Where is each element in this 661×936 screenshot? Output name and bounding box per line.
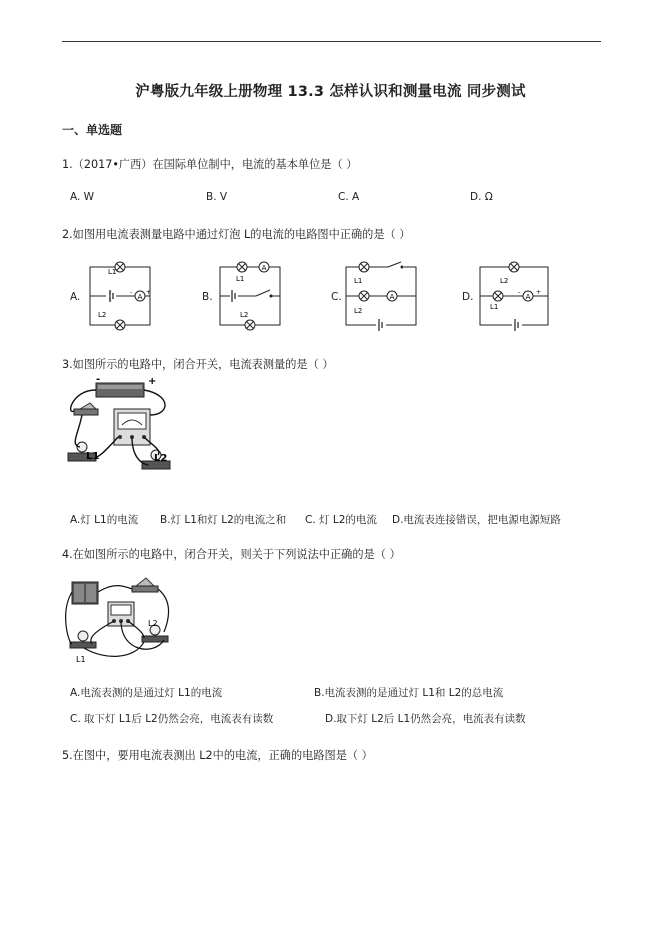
question-2-stem: 2.如图用电流表测量电路中通过灯泡 L的电流的电路图中正确的是（ ） bbox=[62, 228, 411, 241]
circuit-diagram-c bbox=[344, 259, 424, 331]
photo-label-l1: L1 bbox=[76, 655, 86, 664]
svg-text:L1: L1 bbox=[490, 303, 499, 311]
svg-text:L1: L1 bbox=[236, 275, 245, 283]
battery-plus-label: + bbox=[148, 376, 157, 387]
ammeter-label: A bbox=[137, 293, 143, 301]
lamp-label-l1: L1 bbox=[108, 268, 117, 276]
q4-option-b[interactable]: B.电流表测的是通过灯 L1和 L2的总电流 bbox=[314, 687, 504, 699]
photo-label-l1: L1 bbox=[86, 451, 100, 462]
svg-text:L1: L1 bbox=[354, 277, 363, 285]
question-5-stem: 5.在图中，要用电流表测出 L2中的电流，正确的电路图是（ ） bbox=[62, 749, 373, 762]
header-rule bbox=[62, 41, 601, 42]
photo-label-l2: L2 bbox=[148, 619, 158, 628]
q4-option-c[interactable]: C. 取下灯 L1后 L2仍然会亮，电流表有读数 bbox=[70, 713, 274, 725]
q4-circuit-photo bbox=[64, 572, 174, 664]
q2-option-d[interactable]: D. bbox=[462, 291, 474, 303]
page-title: 沪粤版九年级上册物理 13.3 怎样认识和测量电流 同步测试 bbox=[135, 84, 526, 100]
svg-text:-: - bbox=[130, 289, 133, 296]
battery-minus-label: - bbox=[96, 374, 101, 385]
q3-option-d[interactable]: D.电流表连接错误，把电源电源短路 bbox=[392, 514, 561, 526]
svg-text:A: A bbox=[525, 293, 531, 301]
svg-text:+: + bbox=[536, 289, 542, 296]
q1-option-d[interactable]: D. Ω bbox=[470, 191, 493, 203]
q1-option-c[interactable]: C. A bbox=[338, 191, 360, 203]
question-3-stem: 3.如图所示的电路中，闭合开关，电流表测量的是（ ） bbox=[62, 358, 334, 371]
q1-option-a[interactable]: A. W bbox=[70, 191, 95, 203]
svg-text:L2: L2 bbox=[500, 277, 509, 285]
question-4-stem: 4.在如图所示的电路中，闭合开关，则关于下列说法中正确的是（ ） bbox=[62, 548, 401, 561]
q3-option-a[interactable]: A.灯 L1的电流 bbox=[70, 514, 139, 526]
q3-option-b[interactable]: B.灯 L1和灯 L2的电流之和 bbox=[160, 514, 287, 526]
svg-text:-: - bbox=[518, 289, 521, 296]
q3-option-c[interactable]: C. 灯 L2的电流 bbox=[305, 514, 377, 526]
q4-option-d[interactable]: D.取下灯 L2后 L1仍然会亮，电流表有读数 bbox=[325, 713, 526, 725]
question-1-stem: 1.（2017•广西）在国际单位制中，电流的基本单位是（ ） bbox=[62, 158, 358, 171]
section-heading: 一、单选题 bbox=[62, 123, 123, 137]
q2-option-b[interactable]: B. bbox=[202, 291, 213, 303]
svg-text:L2: L2 bbox=[240, 311, 249, 319]
lamp-label-l2: L2 bbox=[98, 311, 107, 319]
q2-option-c[interactable]: C. bbox=[331, 291, 342, 303]
svg-text:L2: L2 bbox=[354, 307, 363, 315]
circuit-diagram-a bbox=[88, 259, 160, 331]
circuit-diagram-b bbox=[218, 259, 290, 331]
q3-circuit-photo bbox=[62, 375, 182, 485]
svg-text:+: + bbox=[146, 289, 152, 296]
q2-option-a[interactable]: A. bbox=[70, 291, 81, 303]
circuit-diagram-d bbox=[478, 259, 558, 331]
svg-text:A: A bbox=[261, 264, 267, 272]
photo-label-l2: L2 bbox=[154, 453, 168, 464]
q1-option-b[interactable]: B. V bbox=[206, 191, 228, 203]
q4-option-a[interactable]: A.电流表测的是通过灯 L1的电流 bbox=[70, 687, 223, 699]
svg-text:A: A bbox=[389, 293, 395, 301]
